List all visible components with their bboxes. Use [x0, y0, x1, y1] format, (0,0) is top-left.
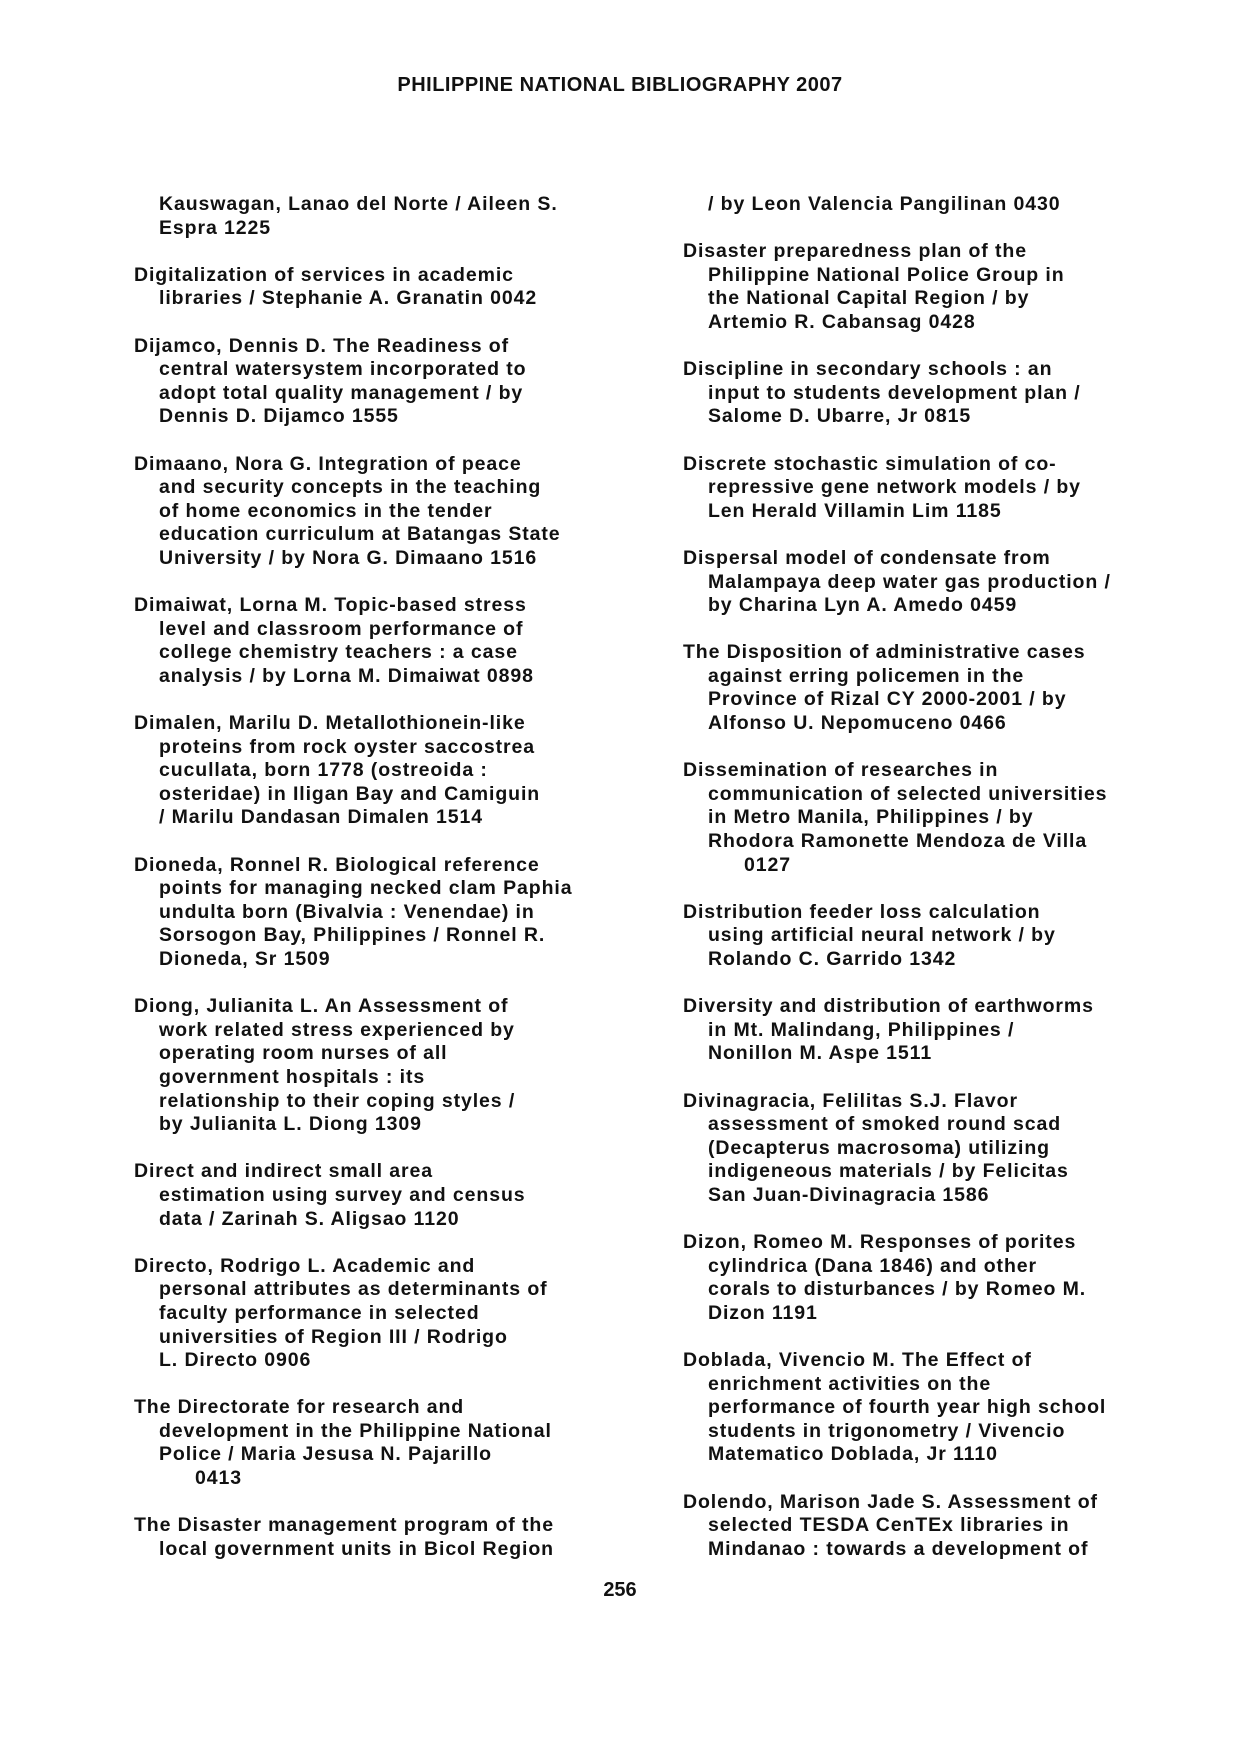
entry-line: Dioneda, Sr 1509	[159, 948, 331, 970]
bibliography-entry	[683, 547, 1203, 618]
entry-line: Rolando C. Garrido 1342	[708, 948, 957, 970]
entry-line: communication of selected universities	[708, 782, 1108, 805]
bibliography-entry	[134, 335, 654, 429]
entry-line: points for managing necked clam Paphia	[159, 877, 573, 900]
entry-line: Len Herald Villamin Lim 1185	[708, 499, 1002, 522]
bibliography-entry	[134, 995, 654, 1137]
entry-line: students in trigonometry / Vivencio	[708, 1419, 1066, 1442]
entry-line: Matematico Doblada, Jr 1110	[708, 1443, 998, 1466]
bibliography-entry	[683, 453, 1203, 524]
entry-line: Discrete stochastic simulation of co-	[683, 452, 1057, 475]
entry-line: Doblada, Vivencio M. The Effect of	[683, 1349, 1032, 1372]
entry-line: (Decapterus macrosoma) utilizing	[708, 1136, 1050, 1159]
entry-line: government hospitals : its	[159, 1065, 426, 1088]
bibliography-entry	[134, 1160, 654, 1231]
bibliography-entry	[134, 854, 654, 972]
entry-line: Dimalen, Marilu D. Metallothionein-like	[134, 712, 526, 735]
entry-line: in Mt. Malindang, Philippines /	[708, 1018, 1015, 1041]
bibliography-entry	[134, 1396, 654, 1490]
entry-line: estimation using survey and census	[159, 1183, 526, 1206]
bibliography-entry	[683, 1491, 1203, 1562]
entry-line: adopt total quality management / by	[159, 381, 524, 404]
entry-line: Distribution feeder loss calculation	[683, 900, 1041, 923]
bibliography-entry	[683, 193, 1203, 217]
bibliography-entry	[134, 712, 654, 830]
entry-line: relationship to their coping styles /	[159, 1089, 516, 1112]
entry-line: personal attributes as determinants of	[159, 1278, 548, 1301]
entry-line: Dissemination of researches in	[683, 759, 999, 782]
entry-line: operating room nurses of all	[159, 1042, 448, 1065]
bibliography-entry	[683, 759, 1203, 877]
entry-line: Diong, Julianita L. An Assessment of	[134, 995, 509, 1018]
entry-line: 0413	[195, 1467, 242, 1490]
entry-line: data / Zarinah S. Aligsao 1120	[159, 1207, 460, 1230]
bibliography-entry	[134, 1255, 654, 1373]
entry-line: Dolendo, Marison Jade S. Assessment of	[683, 1490, 1098, 1513]
entry-line: central watersystem incorporated to	[159, 358, 527, 381]
left-column	[134, 193, 654, 1585]
entry-line: level and classroom performance of	[159, 617, 524, 640]
bibliography-entry	[683, 901, 1203, 972]
entry-line: osteridae) in Iligan Bay and Camiguin	[159, 782, 541, 805]
entry-line: the National Capital Region / by	[708, 287, 1030, 310]
entry-line: against erring policemen in the	[708, 664, 1025, 687]
entry-line: The Directorate for research and	[134, 1396, 465, 1419]
bibliography-entry	[683, 641, 1203, 735]
entry-line: cylindrica (Dana 1846) and other	[708, 1254, 1037, 1277]
entry-line: L. Directo 0906	[159, 1349, 312, 1372]
entry-line: Dimaiwat, Lorna M. Topic-based stress	[134, 594, 527, 617]
bibliography-entry	[683, 1349, 1203, 1467]
entry-line: work related stress experienced by	[159, 1018, 515, 1041]
entry-line: of home economics in the tender	[159, 499, 493, 522]
entry-line: universities of Region III / Rodrigo	[159, 1325, 508, 1348]
entry-line: University / by Nora G. Dimaano 1516	[159, 546, 538, 569]
bibliography-entry	[134, 594, 654, 688]
entry-line: in Metro Manila, Philippines / by	[708, 806, 1034, 829]
entry-line: Dizon, Romeo M. Responses of porites	[683, 1231, 1077, 1254]
entry-line: Rhodora Ramonette Mendoza de Villa	[708, 830, 1088, 853]
entry-line: education curriculum at Batangas State	[159, 523, 561, 546]
entry-line: faculty performance in selected	[159, 1301, 480, 1324]
page-number: 256	[603, 1579, 637, 1601]
entry-line: libraries / Stephanie A. Granatin 0042	[159, 287, 538, 310]
entry-line: analysis / by Lorna M. Dimaiwat 0898	[159, 664, 534, 687]
entry-line: input to students development plan /	[708, 381, 1081, 404]
entry-line: Province of Rizal CY 2000-2001 / by	[708, 688, 1067, 711]
entry-line: Kauswagan, Lanao del Norte / Aileen S.	[159, 193, 558, 215]
entry-line: Alfonso U. Nepomuceno 0466	[708, 712, 1007, 735]
entry-line: development in the Philippine National	[159, 1419, 552, 1442]
entry-line: Disaster preparedness plan of the	[683, 240, 1027, 263]
entry-line: Dijamco, Dennis D. The Readiness of	[134, 334, 509, 357]
entry-line: The Disaster management program of the	[134, 1514, 554, 1537]
entry-line: and security concepts in the teaching	[159, 476, 542, 499]
entry-line: Mindanao : towards a development of	[708, 1537, 1089, 1560]
entry-line: Direct and indirect small area	[134, 1160, 434, 1183]
entry-line: Discipline in secondary schools : an	[683, 358, 1053, 381]
entry-line: Police / Maria Jesusa N. Pajarillo	[159, 1443, 492, 1466]
entry-line: Dimaano, Nora G. Integration of peace	[134, 452, 522, 475]
bibliography-entry	[134, 264, 654, 311]
entry-line: assessment of smoked round scad	[708, 1113, 1062, 1136]
entry-line: using artificial neural network / by	[708, 924, 1056, 947]
entry-line: Sorsogon Bay, Philippines / Ronnel R.	[159, 924, 546, 947]
entry-line: Espra 1225	[159, 216, 271, 239]
entry-line: Divinagracia, Felilitas S.J. Flavor	[683, 1089, 1018, 1112]
entry-line: The Disposition of administrative cases	[683, 641, 1086, 664]
right-column	[683, 193, 1203, 1585]
entry-line: proteins from rock oyster saccostrea	[159, 735, 535, 758]
entry-line: undulta born (Bivalvia : Venendae) in	[159, 900, 535, 923]
entry-line: / Marilu Dandasan Dimalen 1514	[159, 806, 483, 829]
bibliography-entry	[683, 240, 1203, 334]
entry-line: Dispersal model of condensate from	[683, 546, 1051, 569]
page-header: PHILIPPINE NATIONAL BIBLIOGRAPHY 2007	[397, 74, 843, 96]
bibliography-entry	[134, 1514, 654, 1561]
entry-line: by Charina Lyn A. Amedo 0459	[708, 594, 1018, 617]
entry-line: enrichment activities on the	[708, 1372, 992, 1395]
entry-line: selected TESDA CenTEx libraries in	[708, 1514, 1070, 1537]
entry-line: college chemistry teachers : a case	[159, 641, 518, 664]
entry-line: San Juan-Divinagracia 1586	[708, 1183, 990, 1206]
bibliography-entry	[683, 995, 1203, 1066]
entry-line: Salome D. Ubarre, Jr 0815	[708, 405, 972, 428]
bibliography-entry	[683, 1090, 1203, 1208]
entry-line: cucullata, born 1778 (ostreoida :	[159, 759, 488, 782]
bibliography-entry	[134, 453, 654, 571]
entry-line: by Julianita L. Diong 1309	[159, 1113, 422, 1136]
entry-line: 0127	[744, 853, 791, 876]
entry-line: Digitalization of services in academic	[134, 263, 514, 286]
entry-line: / by Leon Valencia Pangilinan 0430	[708, 193, 1061, 215]
entry-line: Philippine National Police Group in	[708, 263, 1065, 286]
entry-line: Diversity and distribution of earthworms	[683, 995, 1094, 1018]
entry-line: Dennis D. Dijamco 1555	[159, 405, 399, 428]
entry-line: performance of fourth year high school	[708, 1396, 1107, 1419]
entry-line: Nonillon M. Aspe 1511	[708, 1042, 933, 1065]
bibliography-entry	[134, 193, 654, 240]
entry-line: Dizon 1191	[708, 1301, 818, 1324]
bibliography-entry	[683, 1231, 1203, 1325]
entry-line: corals to disturbances / by Romeo M.	[708, 1278, 1087, 1301]
entry-line: Artemio R. Cabansag 0428	[708, 310, 976, 333]
entry-line: Dioneda, Ronnel R. Biological reference	[134, 853, 540, 876]
entry-line: local government units in Bicol Region	[159, 1537, 554, 1560]
entry-line: Malampaya deep water gas production /	[708, 570, 1111, 593]
entry-line: repressive gene network models / by	[708, 476, 1081, 499]
bibliography-entry	[683, 358, 1203, 429]
entry-line: Directo, Rodrigo L. Academic and	[134, 1254, 476, 1277]
entry-line: indigeneous materials / by Felicitas	[708, 1160, 1069, 1183]
